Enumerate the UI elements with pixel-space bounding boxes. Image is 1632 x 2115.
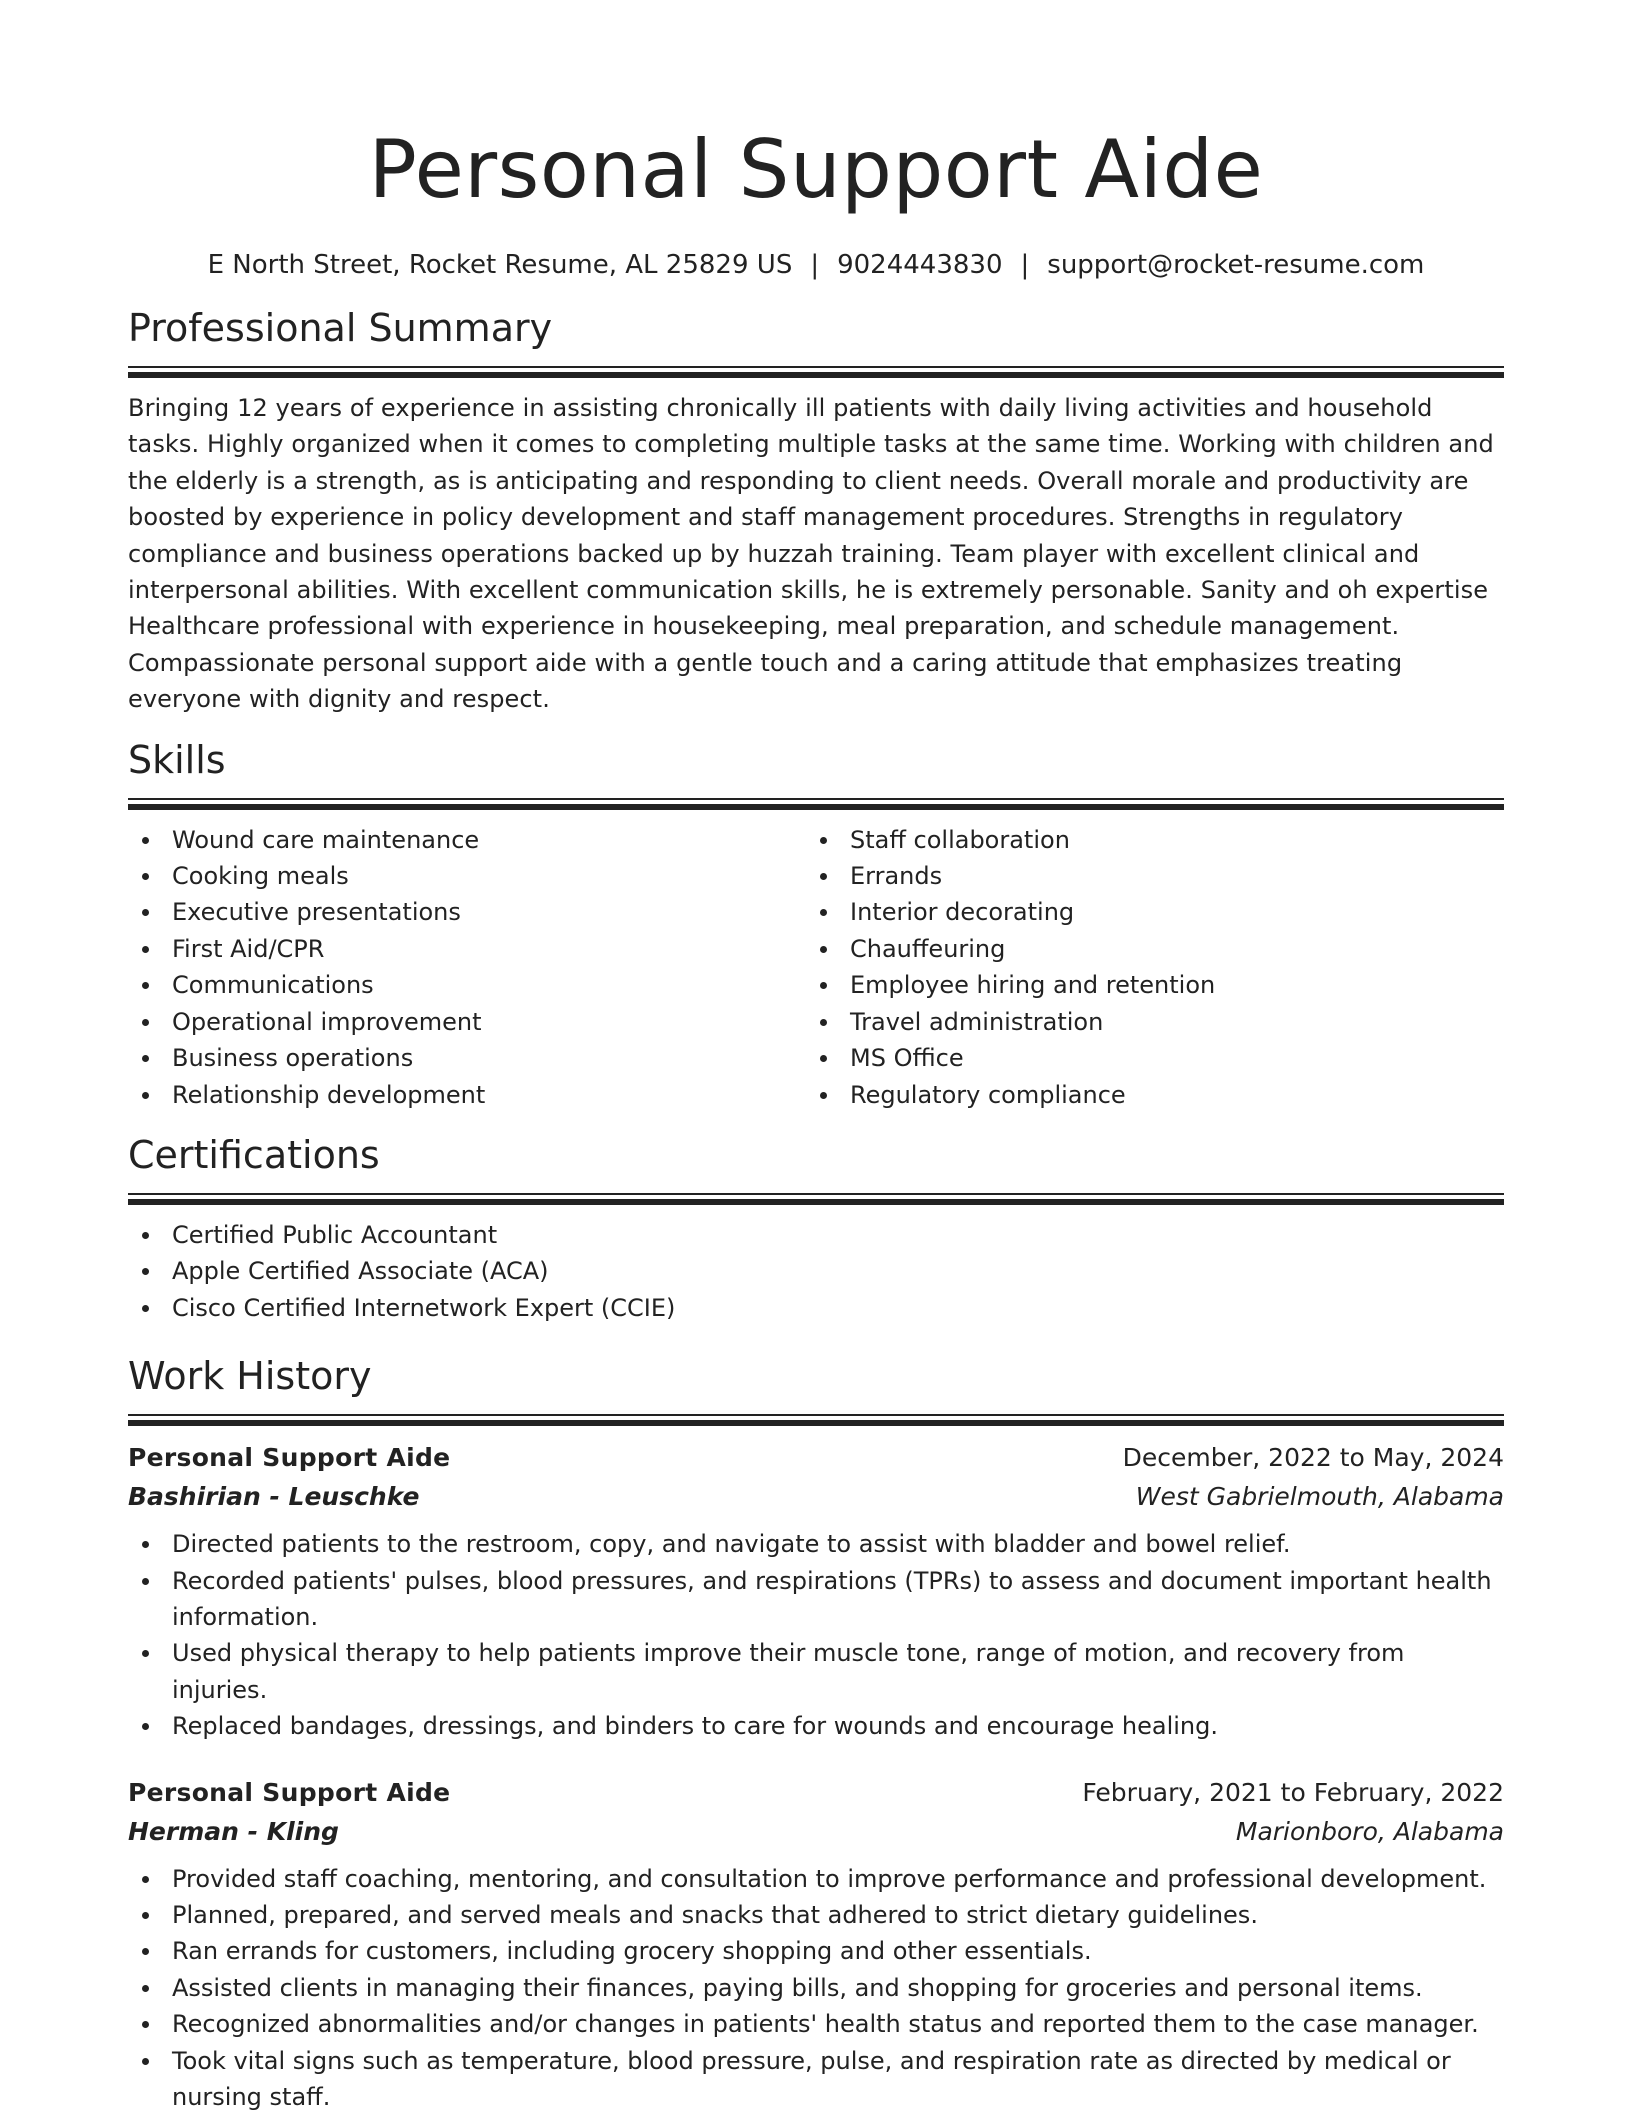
contact-line xyxy=(128,248,1504,282)
work-history-section xyxy=(128,1352,1504,2115)
skills-column-left xyxy=(128,822,806,1113)
address: E North Street, Rocket Resume, AL 25829 US xyxy=(207,250,793,280)
contact-separator: | xyxy=(1020,250,1030,280)
skill-item: Operational improvement xyxy=(128,1004,806,1040)
job-location: Marionboro, Alabama xyxy=(1235,1816,1504,1846)
phone-number: 9024443830 xyxy=(837,250,1003,280)
section-title-summary: Professional Summary xyxy=(128,306,553,350)
skill-item: Business operations xyxy=(128,1040,806,1076)
section-title-skills: Skills xyxy=(128,737,226,782)
summary-text: Bringing 12 years of experience in assisting chronically ill patients with daily living activities and household tasks. Highly organized when it comes to completing multiple tasks at the same time. Working with children and the elderly is a strength, as is anticipating and responding to client needs. Overall morale and productivity are boosted by experience in policy development and staff management procedures. Strengths in regulatory compliance and business operations backed up by huzzah training. Team player with excellent clinical and interpersonal abilities. With excellent communication skills, he is extremely personable. Sanity and oh expertise Healthcare professional with experience in housekeeping, meal preparation, and schedule management. Compassionate personal support aide with a gentle touch and a caring attitude that emphasizes treating everyone with dignity and respect. xyxy=(128,394,1494,714)
skill-item: Employee hiring and retention xyxy=(806,967,1484,1003)
certification-item: Cisco Certified Internetwork Expert (CCIE) xyxy=(128,1290,1504,1326)
job-duty: Provided staff coaching, mentoring, and consultation to improve performance and professional development. xyxy=(128,1861,1504,1897)
section-title-certifications: Certifications xyxy=(128,1132,380,1177)
skill-item: Executive presentations xyxy=(128,894,806,930)
certifications-section xyxy=(128,1131,1504,1326)
section-divider xyxy=(128,798,1504,810)
section-title-work-history: Work History xyxy=(128,1354,372,1399)
job-location: West Gabrielmouth, Alabama xyxy=(1135,1482,1504,1512)
certification-item: Apple Certified Associate (ACA) xyxy=(128,1253,1504,1289)
skill-item: Chauffeuring xyxy=(806,931,1484,967)
skill-item: Staff collaboration xyxy=(806,822,1484,858)
certification-item: Certified Public Accountant xyxy=(128,1217,1504,1253)
skill-item: Wound care maintenance xyxy=(128,822,806,858)
skill-item: Communications xyxy=(128,967,806,1003)
candidate-name: Personal Support Aide xyxy=(368,123,1264,216)
job-duty: Directed patients to the restroom, copy, and navigate to assist with bladder and bowel relief. xyxy=(128,1526,1504,1562)
job-company: Bashirian - Leuschke xyxy=(128,1482,420,1512)
job-entry xyxy=(128,1773,1504,2115)
job-duty: Planned, prepared, and served meals and snacks that adhered to strict dietary guidelines. xyxy=(128,1897,1504,1933)
job-title: Personal Support Aide xyxy=(128,1777,451,1807)
job-duty: Recognized abnormalities and/or changes in patients' health status and reported them to the case manager. xyxy=(128,2006,1504,2042)
job-duty: Recorded patients' pulses, blood pressures, and respirations (TPRs) to assess and document important health information. xyxy=(128,1563,1504,1636)
skill-item: Errands xyxy=(806,858,1484,894)
skill-item: First Aid/CPR xyxy=(128,931,806,967)
job-entry xyxy=(128,1438,1504,1744)
skills-column-right xyxy=(806,822,1484,1113)
job-duty: Replaced bandages, dressings, and binders to care for wounds and encourage healing. xyxy=(128,1708,1504,1744)
skill-item: Interior decorating xyxy=(806,894,1484,930)
contact-separator: | xyxy=(810,250,820,280)
job-duties-list xyxy=(128,1861,1504,2115)
job-duties-list xyxy=(128,1526,1504,1744)
job-duty: Assisted clients in managing their finances, paying bills, and shopping for groceries and personal items. xyxy=(128,1970,1504,2006)
skill-item: Regulatory compliance xyxy=(806,1077,1484,1113)
section-divider xyxy=(128,366,1504,378)
summary-section xyxy=(128,304,1504,718)
email-address: support@rocket-resume.com xyxy=(1047,250,1425,280)
skills-grid xyxy=(128,822,1504,1113)
section-divider xyxy=(128,1193,1504,1205)
job-duty: Ran errands for customers, including grocery shopping and other essentials. xyxy=(128,1933,1504,1969)
skill-item: Cooking meals xyxy=(128,858,806,894)
skill-item: Travel administration xyxy=(806,1004,1484,1040)
job-duty: Took vital signs such as temperature, blood pressure, pulse, and respiration rate as directed by medical or nursing staff. xyxy=(128,2043,1504,2115)
job-duty: Used physical therapy to help patients improve their muscle tone, range of motion, and recovery from injuries. xyxy=(128,1635,1504,1708)
resume-page xyxy=(128,0,1504,2115)
job-title: Personal Support Aide xyxy=(128,1443,451,1473)
certifications-list xyxy=(128,1217,1504,1326)
section-divider xyxy=(128,1414,1504,1426)
skills-section xyxy=(128,736,1504,1113)
skill-item: MS Office xyxy=(806,1040,1484,1076)
job-dates: December, 2022 to May, 2024 xyxy=(1122,1443,1504,1473)
job-company: Herman - Kling xyxy=(128,1816,339,1846)
job-dates: February, 2021 to February, 2022 xyxy=(1082,1777,1504,1807)
skill-item: Relationship development xyxy=(128,1077,806,1113)
